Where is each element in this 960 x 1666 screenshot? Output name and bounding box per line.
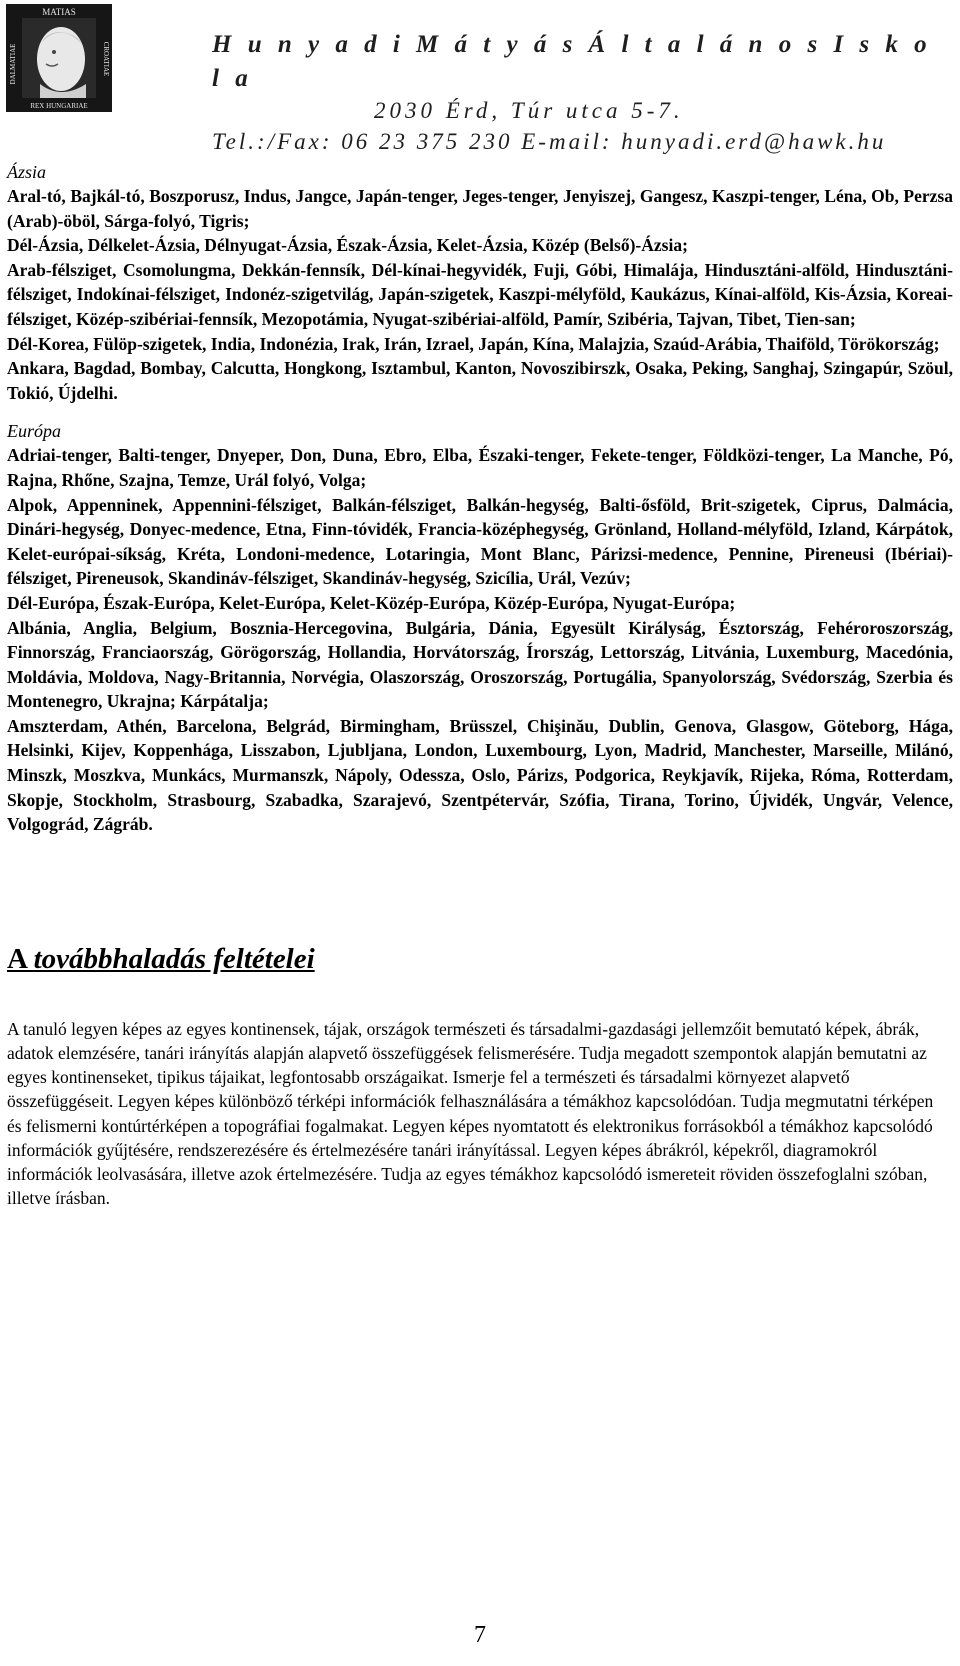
school-contact: Tel.:/Fax: 06 23 375 230 E-mail: hunyadi.erd@hawk.hu [212,129,887,154]
europe-regions: Dél-Európa, Észak-Európa, Kelet-Európa, Kelet-Közép-Európa, Közép-Európa, Nyugat-Európa; [7,592,736,613]
conditions-heading-italic: továbbhaladás feltételei [33,942,315,975]
logo-text-top: MATIAS [42,7,76,17]
asia-heading: Ázsia [7,162,47,182]
europe-landforms: Alpok, Appenninek, Appennini-félsziget, Balkán-félsziget, Balkán-hegység, Balti-ősföld, Brit-szigetek, Ciprus, Dalmácia, Dinári-hegység, Donyec-medence, Etna, Finn-tóvidék, Francia-középhegység, Grönland, Holland-mélyföld, Izland, Kárpátok, Kelet-európai-síkság, Kréta, Londoni-medence, Lotaringia, Mont Blanc, Párizsi-medence, Pennine, Pireneusi (Ibériai)-félsziget, Pireneusok, Skandináv-félsziget, Skandináv-hegység, Szicília, Urál, Vezúv; [7,494,953,589]
logo-text-left: DALMATIAE [9,43,17,85]
asia-cities: Ankara, Bagdad, Bombay, Calcutta, Hongkong, Isztambul, Kanton, Novoszibirszk, Osaka, Peking, Sanghaj, Szingapúr, Szöul, Tokió, Újdelhi. [7,358,953,403]
asia-regions: Dél-Ázsia, Délkelet-Ázsia, Délnyugat-Ázsia, Észak-Ázsia, Kelet-Ázsia, Közép (Belső)-Ázsia; [7,235,688,256]
europe-cities: Amszterdam, Athén, Barcelona, Belgrád, Birmingham, Brüsszel, Chişinău, Dublin, Genova, Glasgow, Göteborg, Hága, Helsinki, Kijev, Koppenhága, Lisszabon, Ljubljana, London, Luxembourg, Lyon, Madrid, Manchester, Marseille, Milánó, Minszk, Moszkva, Munkács, Murmanszk, Nápoly, Odessza, Oslo, Párizs, Podgorica, Reykjavík, Rijeka, Róma, Rotterdam, Skopje, Stockholm, Strasbourg, Szabadka, Szarajevó, Szentpétervár, Szófia, Tirana, Torino, Újvidék, Ungvár, Velence, Volgográd, Zágráb. [7,715,953,835]
logo-text-right: CROATIAE [102,41,110,77]
school-address: 2030 Érd, Túr utca 5-7. [374,98,684,123]
conditions-heading-prefix: A [7,942,34,975]
page-content [7,160,953,1210]
conditions-paragraph: A tanuló legyen képes az egyes kontinensek, tájak, országok természeti és társadalmi-gazdasági jellemzőit bemutató képek, ábrák, adatok elemzésére, tanári irányítás alapján alapvető összefüggések felismerésére. Tudja megadott szempontok alapján bemutatni az egyes kontinenseket, tipikus tájaikat, legfontosabb országaikat. Ismerje fel a természeti és társadalmi környezet alapvető összefüggéseit. Legyen képes különböző térképi információk felhasználására a témákhoz kapcsolódóan. Tudja megmutatni térképen és felismerni kontúrtérképen a topográfiai fogalmakat. Legyen képes nyomtatott és elektronikus forrásokból a témákhoz kapcsolódó információk gyűjtésére, rendszerezésére és értelmezésére tanári irányítással. Legyen képes ábrákról, képekről, diagramokról információk leolvasására, illetve azok értelmezésére. Tudja az egyes témákhoz kapcsolódó ismereteit röviden összefoglalni szóban, illetve írásban. [7,1018,934,1209]
asia-countries: Dél-Korea, Fülöp-szigetek, India, Indonézia, Irak, Irán, Izrael, Japán, Kína, Malajzia, Szaúd-Arábia, Thaiföld, Törökország; [7,333,940,354]
school-logo [6,4,112,112]
europe-countries: Albánia, Anglia, Belgium, Bosznia-Hercegovina, Bulgária, Dánia, Egyesült Királyság, Észtország, Fehéroroszország, Finnország, Franciaország, Görögország, Hollandia, Horvátország, Írország, Lettország, Litvánia, Luxemburg, Macedónia, Moldávia, Moldova, Nagy-Britannia, Norvégia, Olaszország, Oroszország, Portugália, Spanyolország, Svédország, Szerbia és Montenegro, Ukrajna; Kárpátalja; [7,617,953,712]
school-name: H u n y a d i M á t y á s Á l t a l á n o s I s k o l a [212,31,932,92]
conditions-heading [7,941,953,977]
europe-heading: Európa [7,421,61,442]
asia-landforms: Arab-félsziget, Csomolungma, Dekkán-fennsík, Dél-kínai-hegyvidék, Fuji, Góbi, Himalája, Hindusztáni-alföld, Hindusztáni-félsziget, Indokínai-félsziget, Indonéz-szigetvilág, Japán-szigetek, Kaszpi-mélyföld, Kaukázus, Kínai-alföld, Kis-Ázsia, Koreai-félsziget, Közép-szibériai-fennsík, Mezopotámia, Nyugat-szibériai-alföld, Pamír, Szibéria, Tajvan, Tibet, Tien-san; [7,259,953,329]
page-number: 7 [474,1622,486,1648]
asia-waters: Aral-tó, Bajkál-tó, Boszporusz, Indus, Jangce, Japán-tenger, Jeges-tenger, Jenyiszej, Gangesz, Kaszpi-tenger, Léna, Ob, Perzsa (Arab)-öböl, Sárga-folyó, Tigris; [7,186,953,231]
europe-waters: Adriai-tenger, Balti-tenger, Dnyeper, Don, Duna, Ebro, Elba, Északi-tenger, Fekete-tenger, Földközi-tenger, La Manche, Pó, Rajna, Rhőne, Szajna, Temze, Urál folyó, Volga; [7,445,953,490]
school-header [212,28,942,158]
logo-text-bottom: REX HUNGARIAE [30,102,88,110]
